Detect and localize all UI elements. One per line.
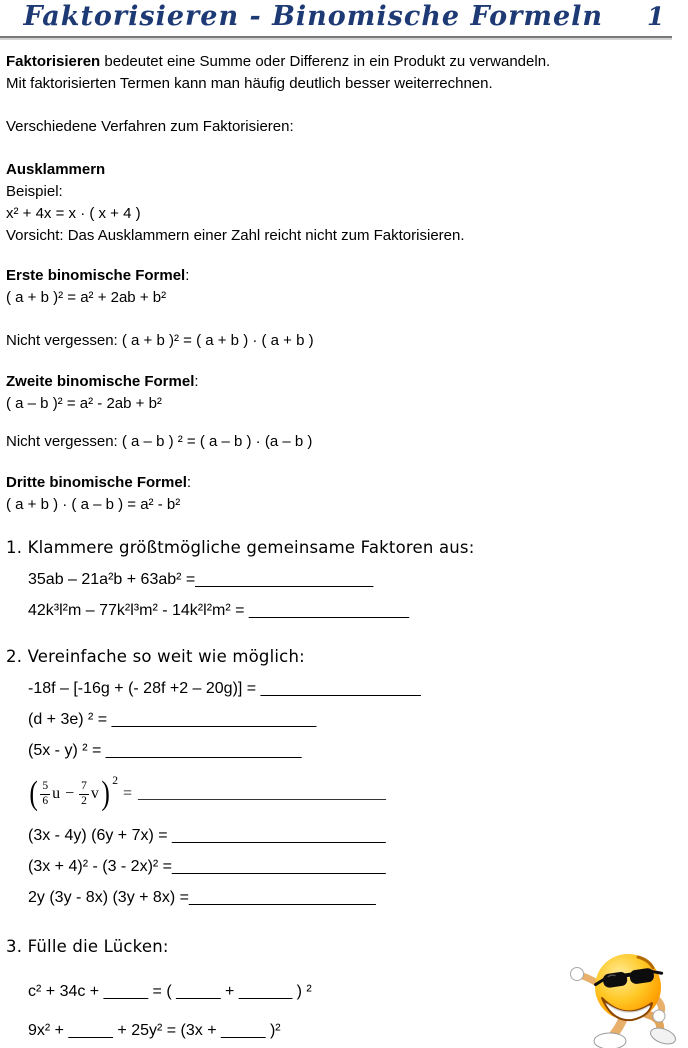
section-formel-1: [6, 265, 682, 352]
page-number: 1: [647, 2, 665, 31]
formel-2-heading-colon: :: [194, 373, 199, 390]
task-2-fraction-expression-row: [28, 772, 682, 816]
task-2-expression-row: -18f – [-16g + (- 28f +2 – 20g)] = __________________: [28, 680, 421, 697]
formel-3-heading: [6, 472, 682, 494]
close-paren: ): [101, 775, 110, 812]
task-3-fill-row: 9x² + _____ + 25y² = (3x + _____ )²: [28, 1022, 281, 1039]
cool-smiley-svg: [566, 942, 686, 1048]
task-3-fill-row: c² + 34c + _____ = ( _____ + ______ ) ²: [28, 983, 312, 1000]
section-formel-2: [6, 371, 682, 453]
formel-2-heading-text: Zweite binomische Formel: [6, 373, 195, 390]
task-2-heading: 2. Vereinfache so weit wie möglich:: [6, 647, 305, 666]
intro-paragraph: [6, 51, 682, 95]
task-1-expression-row: 42k³l²m – 77k²l³m² - 14k²l²m² = __________________: [28, 602, 410, 619]
cool-smiley-icon: [566, 942, 686, 1048]
title-divider: [0, 36, 672, 38]
page-content: [0, 51, 688, 1042]
task-2-expression-row: (5x - y) ² = ______________________: [28, 742, 302, 759]
ausklammern-warning: Vorsicht: Das Ausklammern einer Zahl reicht nicht zum Faktorisieren.: [6, 227, 465, 244]
page-header: [0, 0, 688, 32]
methods-line: Verschiedene Verfahren zum Faktorisieren:: [6, 118, 294, 135]
fraction-variable-v: v: [90, 785, 99, 802]
answer-blank: _______________________________: [137, 785, 386, 802]
task-1-expression-row: 35ab – 21a²b + 63ab² =____________________: [28, 571, 374, 588]
task-2: [6, 645, 682, 909]
fraction-seven-halves: [79, 780, 89, 807]
task-1: [6, 536, 682, 622]
formel-1-reminder: Nicht vergessen: ( a + b )² = ( a + b ) · ( a + b ): [6, 332, 314, 349]
formel-3-heading-text: Dritte binomische Formel: [6, 474, 187, 491]
exponent: 2: [112, 775, 118, 787]
formel-3-heading-colon: :: [186, 474, 192, 491]
section-ausklammern: [6, 159, 682, 247]
task-3-heading: 3. Fülle die Lücken:: [6, 937, 169, 956]
fraction-numerator: 5: [40, 780, 50, 794]
ausklammern-heading: Ausklammern: [6, 161, 106, 178]
formel-1-heading-text: Erste binomische Formel: [6, 267, 186, 284]
fraction-denominator: 6: [42, 794, 49, 807]
formel-1-formula: ( a + b )² = a² + 2ab + b²: [6, 289, 167, 306]
formel-2-reminder: Nicht vergessen: ( a – b ) ² = ( a – b ) · (a – b ): [6, 433, 313, 450]
fraction-variable-u: u: [52, 785, 61, 802]
task-2-expression-row: 2y (3y - 8x) (3y + 8x) =_____________________: [28, 889, 376, 906]
minus-operator: −: [65, 785, 75, 802]
intro-line-2: Mit faktorisierten Termen kann man häufig deutlich besser weiterrechnen.: [6, 75, 493, 92]
beispiel-label: Beispiel:: [6, 183, 63, 200]
formel-1-heading: [6, 265, 682, 287]
intro-lead-rest: bedeutet eine Summe oder Differenz in ein Produkt zu verwandeln.: [100, 53, 551, 70]
task-2-expression-row: (d + 3e) ² = _______________________: [28, 711, 317, 728]
intro-lead-bold: Faktorisieren: [6, 53, 101, 70]
page-title: Faktorisieren - Binomische Formeln: [23, 1, 604, 32]
fraction-numerator: 7: [79, 780, 89, 794]
task-1-heading: 1. Klammere größtmögliche gemeinsame Faktoren aus:: [6, 538, 475, 557]
formel-3-formula: ( a + b ) · ( a – b ) = a² - b²: [6, 496, 181, 513]
equals-sign: =: [122, 785, 132, 802]
task-2-expression-row: (3x - 4y) (6y + 7x) = ________________________: [28, 827, 386, 844]
formel-2-formula: ( a – b )² = a² - 2ab + b²: [6, 395, 162, 412]
open-paren: (: [29, 775, 38, 812]
formel-2-heading: [6, 371, 682, 393]
ausklammern-example-formula: x² + 4x = x · ( x + 4 ): [6, 205, 141, 222]
section-formel-3: [6, 472, 682, 516]
task-2-expression-row: (3x + 4)² - (3 - 2x)² =________________________: [28, 858, 386, 875]
formel-1-heading-colon: :: [185, 267, 190, 284]
fraction-five-sixths: [40, 780, 50, 807]
fraction-denominator: 2: [81, 794, 87, 807]
